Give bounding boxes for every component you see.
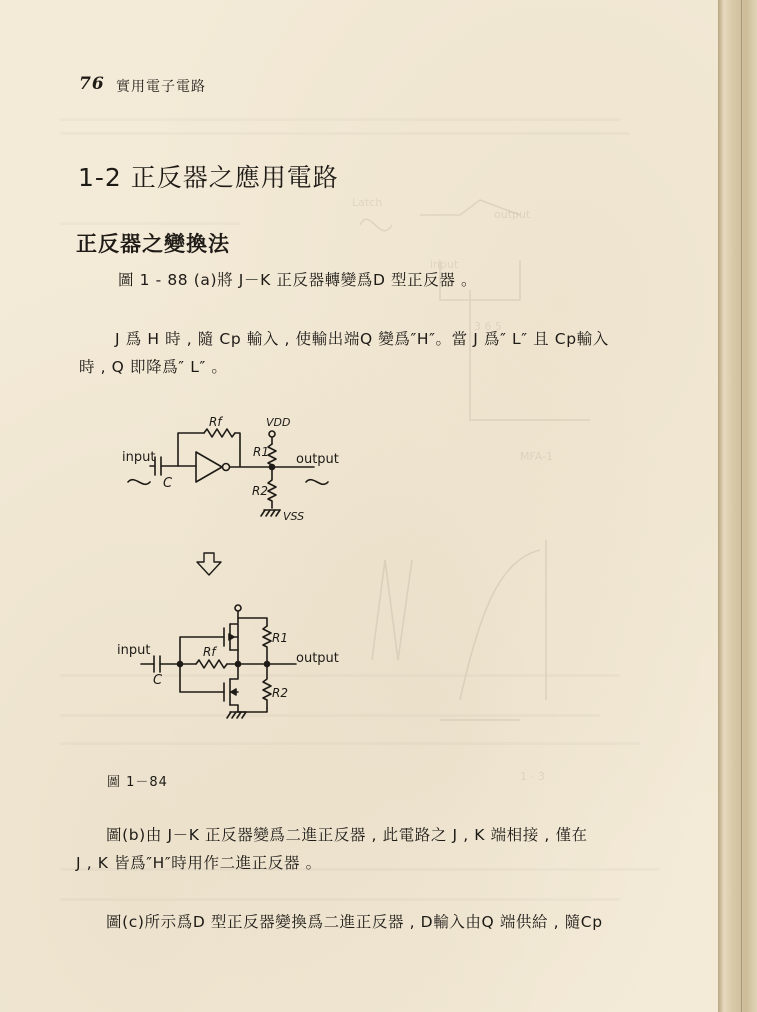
subsection-title: 正反器之變換法	[76, 232, 230, 256]
paragraph-1: 圖 1 - 88 (a)將 J－K 正反器轉變爲D 型正反器 。	[118, 271, 478, 289]
r2-label-top: R2	[252, 484, 268, 498]
capacitor-label-top: C	[163, 476, 173, 491]
down-arrow-icon	[197, 553, 221, 575]
r2-resistor-top	[268, 467, 276, 508]
figure-caption: 圖 1－84	[107, 775, 168, 790]
output-label-bottom: output	[296, 651, 339, 666]
pmos-drain-source	[230, 624, 238, 664]
running-head-title: 實用電子電路	[116, 79, 206, 95]
output-label-top: output	[296, 452, 339, 467]
book-gutter	[718, 0, 757, 1012]
vss-label: VSS	[283, 510, 305, 523]
bleed-through-label: input	[430, 258, 459, 271]
rf-label-bottom: Rf	[203, 645, 216, 659]
rf-resistor-top	[204, 429, 235, 437]
rf-label-top: Rf	[209, 415, 222, 429]
output-wave-top	[306, 480, 328, 485]
input-label-top: input	[122, 450, 156, 465]
paragraph-4-line-1: 圖(c)所示爲D 型正反器變換爲二進正反器 , D輸入由Q 端供給 , 隨Cp	[106, 913, 603, 931]
paragraph-2-line-2: 時 , Q 即降爲″ L″ 。	[79, 358, 228, 376]
r2-resistor-bottom	[263, 664, 271, 708]
r2-label-bottom: R2	[272, 686, 288, 700]
feedback-loop-right-top	[235, 433, 240, 466]
r1-resistor-bottom	[263, 626, 271, 664]
paragraph-3-line-2: J , K 皆爲″H″時用作二進正反器 。	[76, 854, 322, 872]
gate-loop-bottom	[180, 637, 224, 664]
bleed-through-label: output	[494, 208, 531, 221]
vdd-terminal-bottom	[235, 605, 241, 611]
bleed-through-label: 3 6 5	[474, 320, 502, 333]
inverter-bubble	[223, 464, 230, 471]
gutter-edge-line	[741, 0, 742, 1012]
inverter-body	[196, 452, 222, 482]
input-wave-top	[128, 480, 150, 485]
paragraph-2-line-1: J 爲 H 時 , 隨 Cp 輸入 , 使輸出端Q 變爲″H″。當 J 爲″ L″ 且 Cp輸入	[115, 330, 609, 348]
r1-resistor-top	[268, 444, 276, 467]
bleed-through-label: 1 - 3	[520, 770, 545, 783]
vdd-terminal	[269, 431, 275, 437]
bleed-through-label: MFA-1	[520, 450, 554, 463]
gate-loop-lower-bottom	[180, 664, 224, 692]
page-number: 76	[79, 74, 105, 94]
vdd-label: VDD	[266, 416, 291, 429]
feedback-loop-top	[178, 433, 204, 466]
section-title: 1-2 正反器之應用電路	[78, 163, 339, 192]
input-label-bottom: input	[117, 643, 151, 658]
paragraph-3-line-1: 圖(b)由 J－K 正反器變爲二進正反器 , 此電路之 J , K 端相接 , 僅在	[106, 826, 588, 844]
r1-label-top: R1	[253, 445, 269, 459]
capacitor-label-bottom: C	[153, 673, 163, 688]
r2-bottom-wire	[238, 708, 267, 712]
r1-top-wire	[238, 618, 267, 626]
r1-label-bottom: R1	[272, 631, 288, 645]
bleed-through-label: Latch	[352, 196, 383, 209]
rf-resistor-bottom	[196, 660, 227, 668]
